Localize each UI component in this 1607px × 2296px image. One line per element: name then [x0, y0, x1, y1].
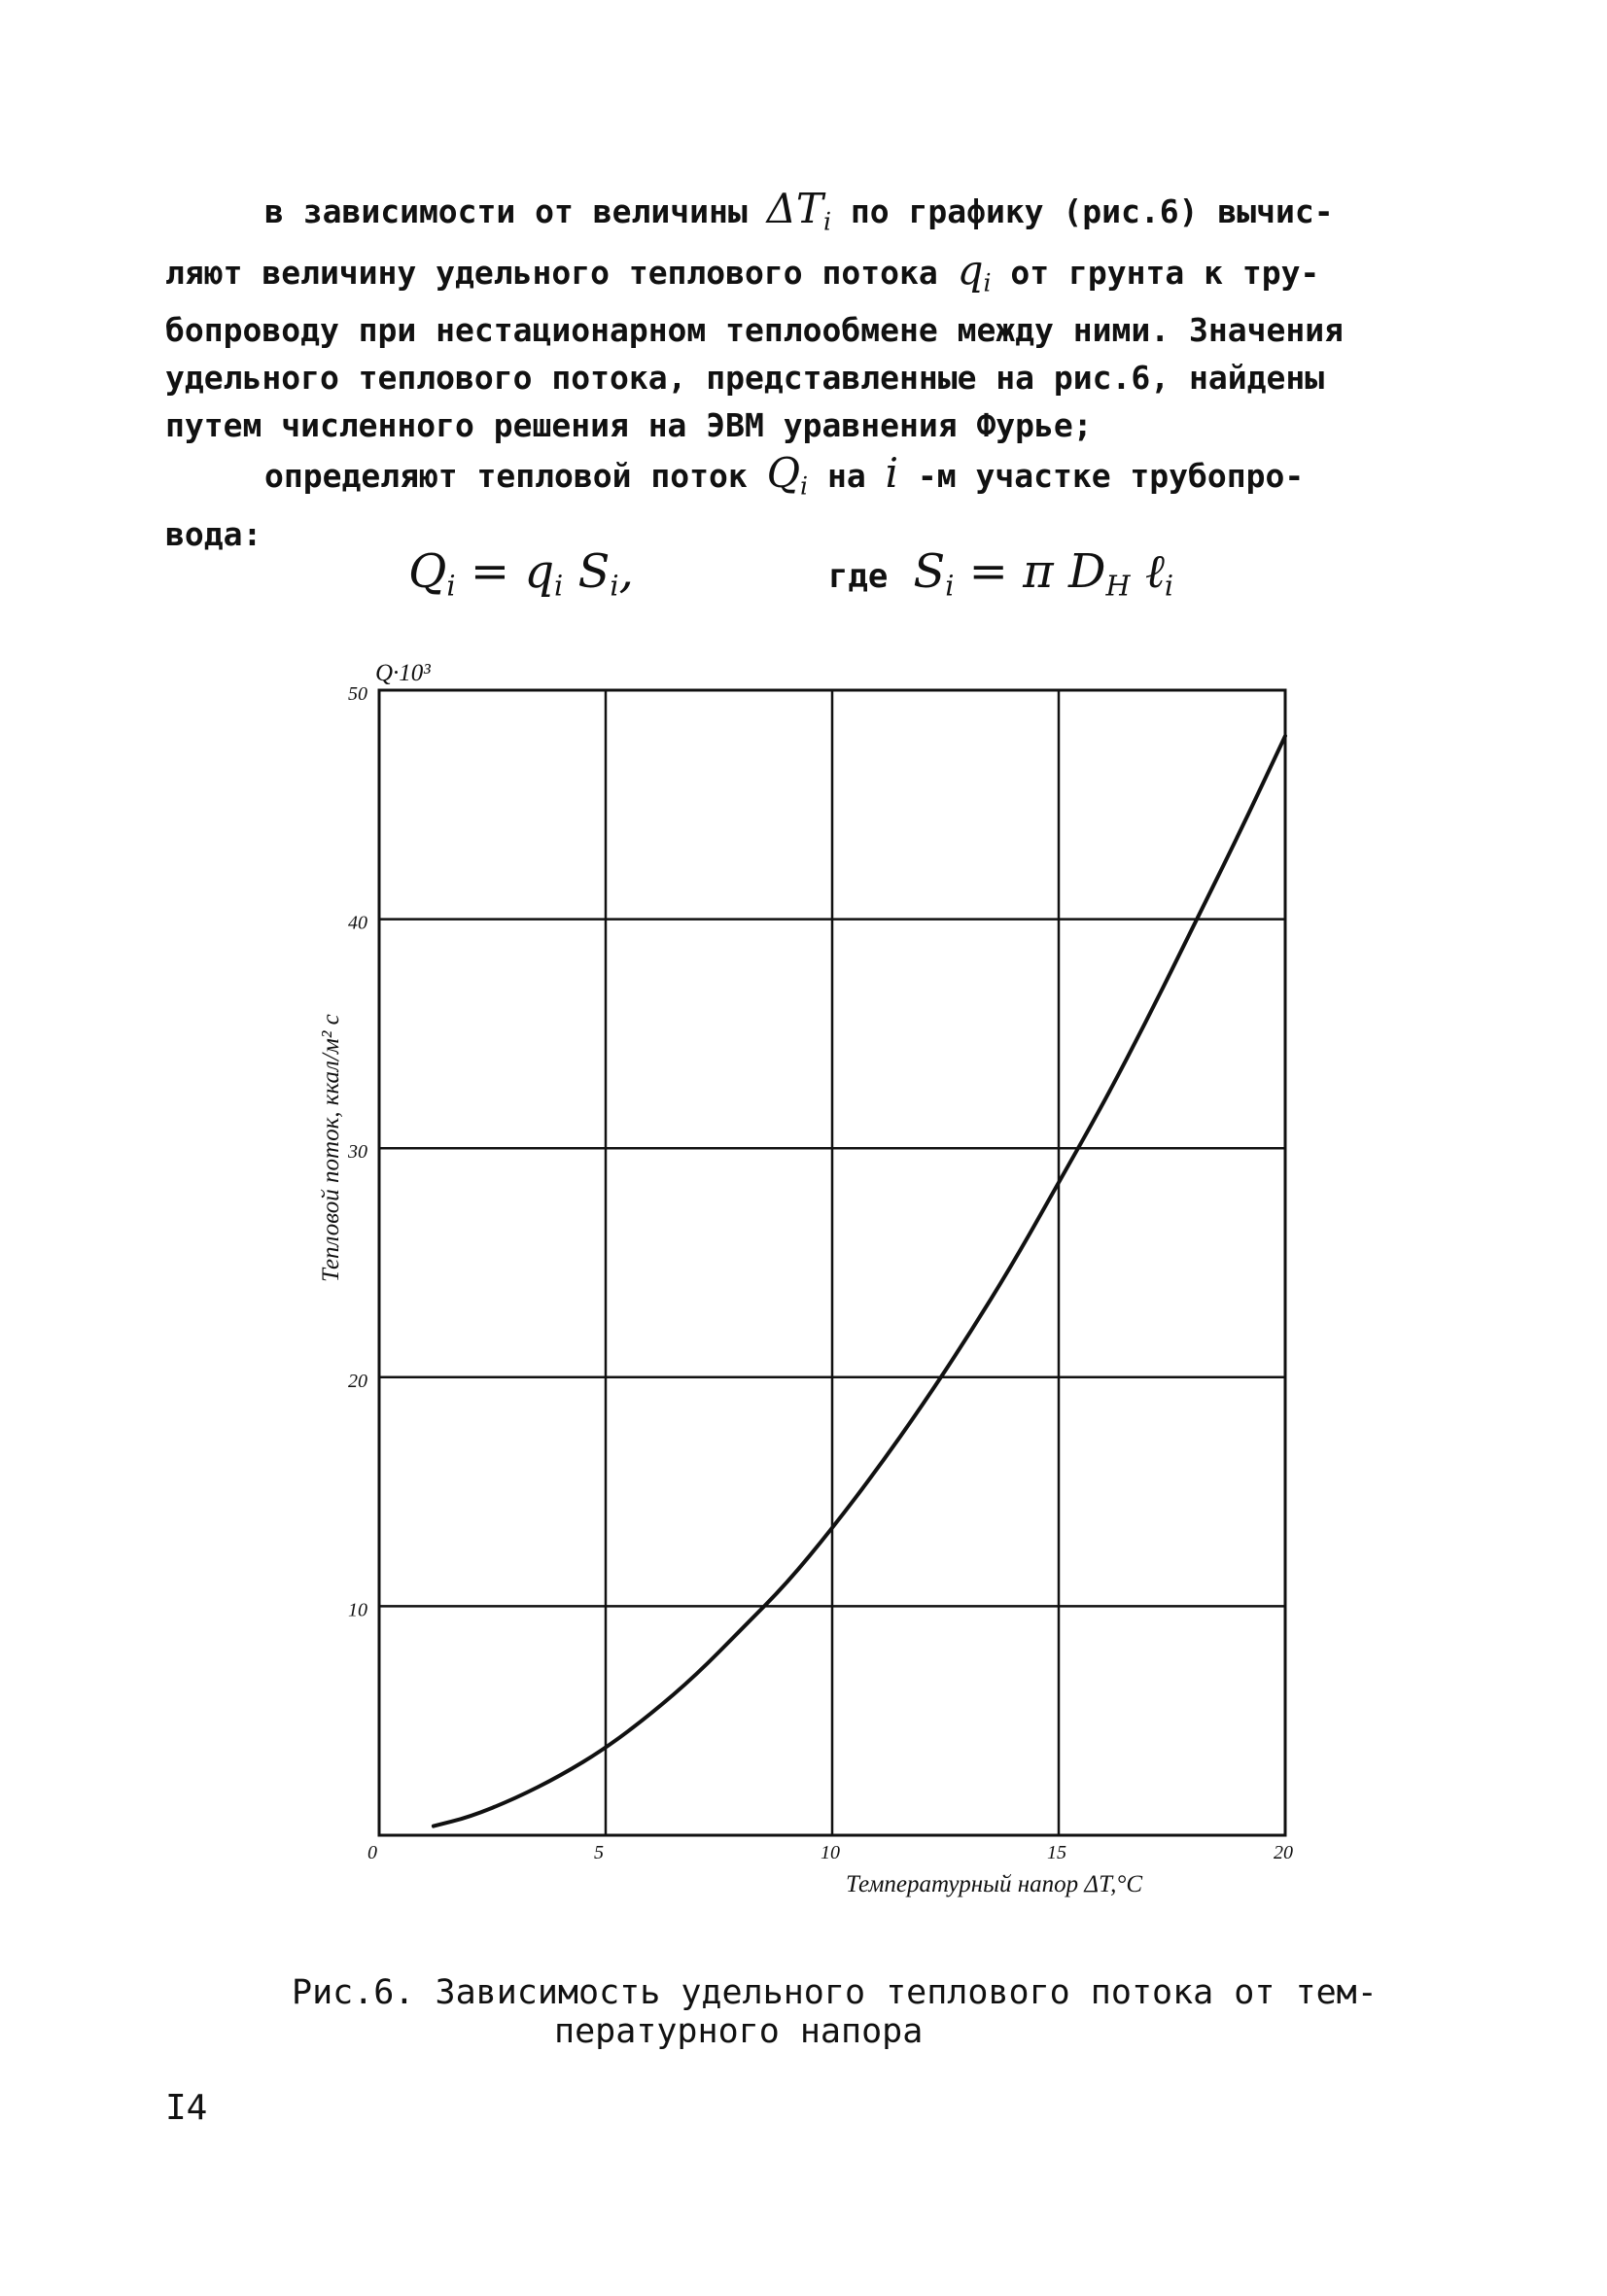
- para1-line-5: путем численного решения на ЭВМ уравнения Фурье;: [165, 406, 1093, 445]
- y-tick-label-10: 10: [348, 1599, 367, 1621]
- chart-grid: [379, 690, 1285, 1835]
- Q-symbol: $Q_i$: [766, 449, 809, 501]
- para2-line-1: определяют тепловой поток $Q_i$ на i -м участке трубопро-: [264, 449, 1305, 501]
- delta-t-symbol: $\Delta T_i$: [766, 185, 831, 236]
- x-tick-label-5: 5: [594, 1842, 604, 1863]
- paragraph-1: [165, 185, 1449, 558]
- para1-line-4: удельного теплового потока, представленные на рис.6, найдены: [165, 359, 1325, 398]
- para1-line-3: бопроводу при нестационарном теплообмене между ними. Значения: [165, 311, 1344, 350]
- y-axis-label: Тепловой поток, ккал/м² с: [318, 1014, 344, 1283]
- formula: $Q_i = q_i$ $S_i$, где $S_i = \pi$ $D_H$ ℓ$_i$: [408, 544, 1174, 603]
- caption-line-2: пературного напора: [554, 2012, 924, 2051]
- caption-line-1: Рис.6. Зависимость удельного теплового потока от тем-: [292, 1973, 1378, 2012]
- para1-line-2: ляют величину удельного теплового потока $q_i$ от грунта к тру-: [165, 245, 1320, 297]
- q-symbol: $q_i$: [957, 245, 992, 297]
- heat-flow-chart: [292, 642, 1342, 1915]
- y-tick-label-40: 40: [348, 912, 367, 934]
- formula-where: где: [827, 557, 889, 596]
- x-axis-label: Температурный напор ΔT,°C: [845, 1871, 1143, 1897]
- series-line: [434, 736, 1285, 1826]
- y-tick-labels: [347, 683, 367, 1620]
- y-tick-label-50: 50: [348, 683, 367, 705]
- x-tick-label-0: 0: [367, 1842, 377, 1863]
- y-tick-label-20: 20: [348, 1370, 367, 1392]
- y-axis-unit-label: Q·10³: [375, 660, 431, 686]
- i-symbol: i: [885, 449, 899, 498]
- para2-line-2: вода:: [165, 514, 262, 553]
- figure-caption: [292, 1973, 1410, 2051]
- page-number: I4: [165, 2088, 208, 2128]
- x-tick-label-20: 20: [1274, 1842, 1293, 1863]
- para1-line-1: в зависимости от величины $\Delta T_i$ по графику (рис.6) вычис-: [264, 185, 1334, 236]
- x-tick-labels: [367, 1842, 1293, 1863]
- y-tick-label-30: 30: [348, 1141, 367, 1164]
- x-tick-label-15: 15: [1047, 1842, 1066, 1863]
- x-tick-label-10: 10: [821, 1842, 840, 1863]
